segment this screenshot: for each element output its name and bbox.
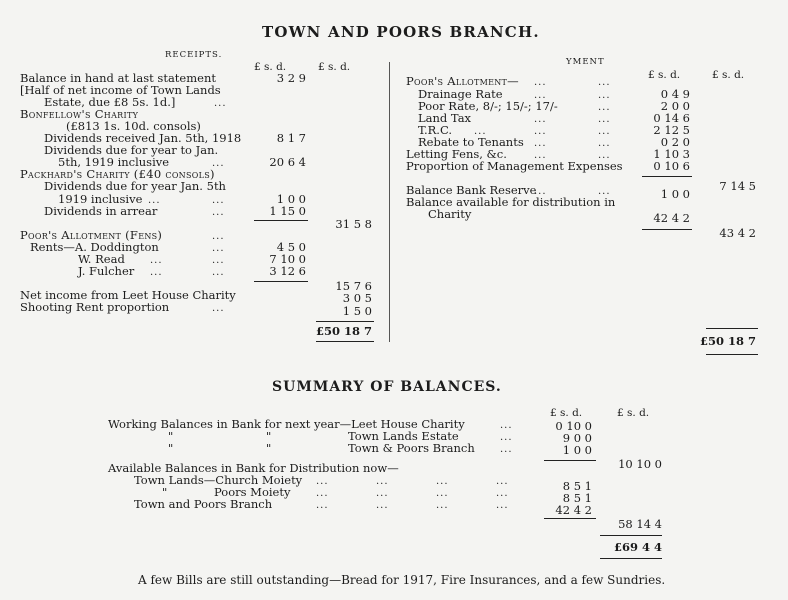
payments-header: YMENT — [566, 57, 605, 67]
leader-dots: ... — [534, 126, 547, 137]
leader-dots: ... — [376, 500, 389, 511]
leader-dots: ... — [376, 476, 389, 487]
payment-amount: 2 12 5 — [653, 123, 690, 137]
leader-dots: ... — [500, 432, 513, 443]
leader-dots: ... — [376, 488, 389, 499]
payment-line: Poor Rate, 8/-; 15/-; 17/- — [418, 99, 558, 113]
subtotal-rule — [544, 460, 596, 461]
payment-line: Balance available for distribution in — [406, 195, 616, 209]
receipts-col-head-2: £ s. d. — [318, 61, 351, 73]
receipt-amount: 3 2 9 — [276, 71, 306, 85]
leader-dots: ... — [598, 126, 611, 137]
receipt-line: Balance in hand at last statement — [20, 71, 216, 85]
summary-title: SUMMARY OF BALANCES. — [272, 379, 502, 395]
ditto-mark: " — [168, 441, 174, 455]
leader-dots: ... — [212, 207, 225, 218]
leader-dots: ... — [212, 303, 225, 314]
receipt-line: J. Fulcher — [78, 264, 135, 278]
leader-dots: ... — [534, 77, 547, 88]
payment-amount: 2 0 0 — [660, 99, 690, 113]
summary-amount: 8 5 1 — [562, 479, 592, 493]
leader-dots: ... — [534, 186, 547, 197]
leader-dots: ... — [436, 488, 449, 499]
receipt-amount: 1 15 0 — [269, 204, 306, 218]
receipt-subtotal: 31 5 8 — [335, 217, 372, 231]
payment-amount: 0 2 0 — [660, 135, 690, 149]
payment-line: Letting Fens, &c. — [406, 147, 507, 161]
receipt-line: Dividends due for year to Jan. — [44, 143, 219, 157]
summary-line: Town & Poors Branch — [348, 441, 475, 455]
leader-dots: ... — [534, 138, 547, 149]
receipt-line: Shooting Rent proportion — [20, 300, 170, 314]
payments-col-head-1: £ s. d. — [648, 69, 681, 81]
leader-dots: ... — [598, 186, 611, 197]
leader-dots: ... — [212, 195, 225, 206]
payment-line: Land Tax — [418, 111, 472, 125]
payment-amount: 0 4 9 — [660, 87, 690, 101]
payment-line: Balance Bank Reserve — [406, 183, 537, 197]
leader-dots: ... — [598, 114, 611, 125]
subtotal-rule — [254, 281, 308, 282]
leader-dots: ... — [598, 138, 611, 149]
leader-dots: ... — [598, 150, 611, 161]
leader-dots: ... — [496, 488, 509, 499]
leader-dots: ... — [212, 243, 225, 254]
summary-line: Town and Poors Branch — [134, 497, 273, 511]
leader-dots: ... — [212, 158, 225, 169]
summary-col-head-1: £ s. d. — [550, 407, 583, 419]
leader-dots: ... — [436, 500, 449, 511]
payment-amount: 1 0 0 — [660, 187, 690, 201]
summary-total: £69 4 4 — [613, 540, 662, 554]
receipt-line: Poor's Allotment (Fens) — [20, 228, 163, 242]
leader-dots: ... — [316, 488, 329, 499]
leader-dots: ... — [436, 476, 449, 487]
receipt-amount: 3 0 5 — [342, 291, 372, 305]
total-rule — [600, 558, 662, 559]
summary-amount: 1 0 0 — [562, 443, 592, 457]
leader-dots: ... — [534, 114, 547, 125]
payment-subtotal: 7 14 5 — [719, 179, 756, 193]
leader-dots: ... — [474, 126, 487, 137]
ditto-mark: " — [266, 441, 272, 455]
summary-amount: 42 4 2 — [555, 503, 592, 517]
payment-subtotal: 43 4 2 — [719, 226, 756, 240]
leader-dots: ... — [534, 90, 547, 101]
summary-amount: 9 0 0 — [562, 431, 592, 445]
leader-dots: ... — [534, 150, 547, 161]
footer-note: A few Bills are still outstanding—Bread for 1917, Fire Insurances, and a few Sundries. — [138, 573, 666, 587]
receipt-line: W. Read — [78, 252, 125, 266]
receipt-line: Rents—A. Doddington — [30, 240, 159, 254]
receipt-line: Dividends in arrear — [44, 204, 158, 218]
leader-dots: ... — [598, 77, 611, 88]
summary-line: Town Lands Estate — [348, 429, 459, 443]
ditto-mark: " — [162, 485, 168, 499]
leader-dots: ... — [148, 195, 161, 206]
ditto-mark: " — [266, 429, 272, 443]
payment-amount: 1 10 3 — [653, 147, 690, 161]
subtotal-rule — [254, 220, 308, 221]
total-rule — [316, 321, 374, 322]
receipt-line: Net income from Leet House Charity — [20, 288, 236, 302]
leader-dots: ... — [212, 231, 225, 242]
receipt-line: Estate, due £8 5s. 1d.] — [44, 95, 176, 109]
summary-amount: 8 5 1 — [562, 491, 592, 505]
leader-dots: ... — [500, 420, 513, 431]
page-title: TOWN AND POORS BRANCH. — [262, 23, 540, 41]
receipts-total: £50 18 7 — [315, 324, 372, 338]
summary-line: Town Lands—Church Moiety — [134, 473, 303, 487]
payment-line: Rebate to Tenants — [418, 135, 524, 149]
payment-line: Poor's Allotment— — [406, 74, 519, 88]
receipt-line: (£813 1s. 10d. consols) — [66, 119, 201, 133]
leader-dots: ... — [214, 98, 227, 109]
receipt-amount: 7 10 0 — [269, 252, 306, 266]
leader-dots: ... — [212, 255, 225, 266]
payment-amount: 0 14 6 — [653, 111, 690, 125]
leader-dots: ... — [316, 500, 329, 511]
payment-amount: 0 10 6 — [653, 159, 690, 173]
receipt-line: 5th, 1919 inclusive — [58, 155, 170, 169]
receipt-line: Dividends received Jan. 5th, 1918 — [44, 131, 242, 145]
summary-line: Poors Moiety — [214, 485, 291, 499]
leader-dots: ... — [598, 102, 611, 113]
receipt-line: [Half of net income of Town Lands — [20, 83, 221, 97]
leader-dots: ... — [212, 267, 225, 278]
ditto-mark: " — [168, 429, 174, 443]
payment-amount: 42 4 2 — [653, 211, 690, 225]
payments-col-head-2: £ s. d. — [712, 69, 745, 81]
receipt-amount: 1 0 0 — [276, 192, 306, 206]
payment-line: Drainage Rate — [418, 87, 503, 101]
summary-amount: 0 10 0 — [555, 419, 592, 433]
subtotal-rule — [544, 518, 596, 519]
receipt-amount: 4 5 0 — [276, 240, 306, 254]
receipt-amount: 3 12 6 — [269, 264, 306, 278]
receipt-line: Bonfellow's Charity — [20, 107, 139, 121]
receipt-subtotal: 15 7 6 — [335, 279, 372, 293]
receipt-amount: 8 1 7 — [276, 131, 306, 145]
subtotal-rule — [642, 229, 692, 230]
payment-line: Charity — [428, 207, 472, 221]
subtotal-rule — [642, 176, 692, 177]
leader-dots: ... — [150, 255, 163, 266]
summary-subtotal: 10 10 0 — [618, 457, 662, 471]
receipts-header: RECEIPTS. — [165, 50, 223, 60]
summary-col-head-2: £ s. d. — [617, 407, 650, 419]
receipts-col-head-1: £ s. d. — [254, 61, 287, 73]
receipt-amount: 1 5 0 — [342, 304, 372, 318]
receipt-line: Dividends due for year Jan. 5th — [44, 179, 226, 193]
receipt-line: Packhard's Charity (£40 consols) — [20, 167, 215, 181]
payments-total: £50 18 7 — [699, 334, 756, 348]
receipt-amount: 20 6 4 — [269, 155, 306, 169]
payment-line: T.R.C. — [418, 123, 452, 137]
leader-dots: ... — [496, 476, 509, 487]
leader-dots: ... — [598, 90, 611, 101]
total-rule — [706, 354, 758, 355]
total-rule — [316, 341, 374, 342]
summary-line: Available Balances in Bank for Distribution now— — [108, 461, 399, 475]
receipt-line: 1919 inclusive — [58, 192, 143, 206]
leader-dots: ... — [316, 476, 329, 487]
center-divider — [389, 62, 390, 342]
summary-line: Working Balances in Bank for next year—Leet House Charity — [108, 417, 465, 431]
payment-line: Proportion of Management Expenses — [406, 159, 623, 173]
leader-dots: ... — [496, 500, 509, 511]
summary-subtotal: 58 14 4 — [618, 517, 662, 531]
leader-dots: ... — [500, 444, 513, 455]
total-rule — [706, 328, 758, 329]
total-rule — [600, 535, 662, 536]
leader-dots: ... — [150, 267, 163, 278]
